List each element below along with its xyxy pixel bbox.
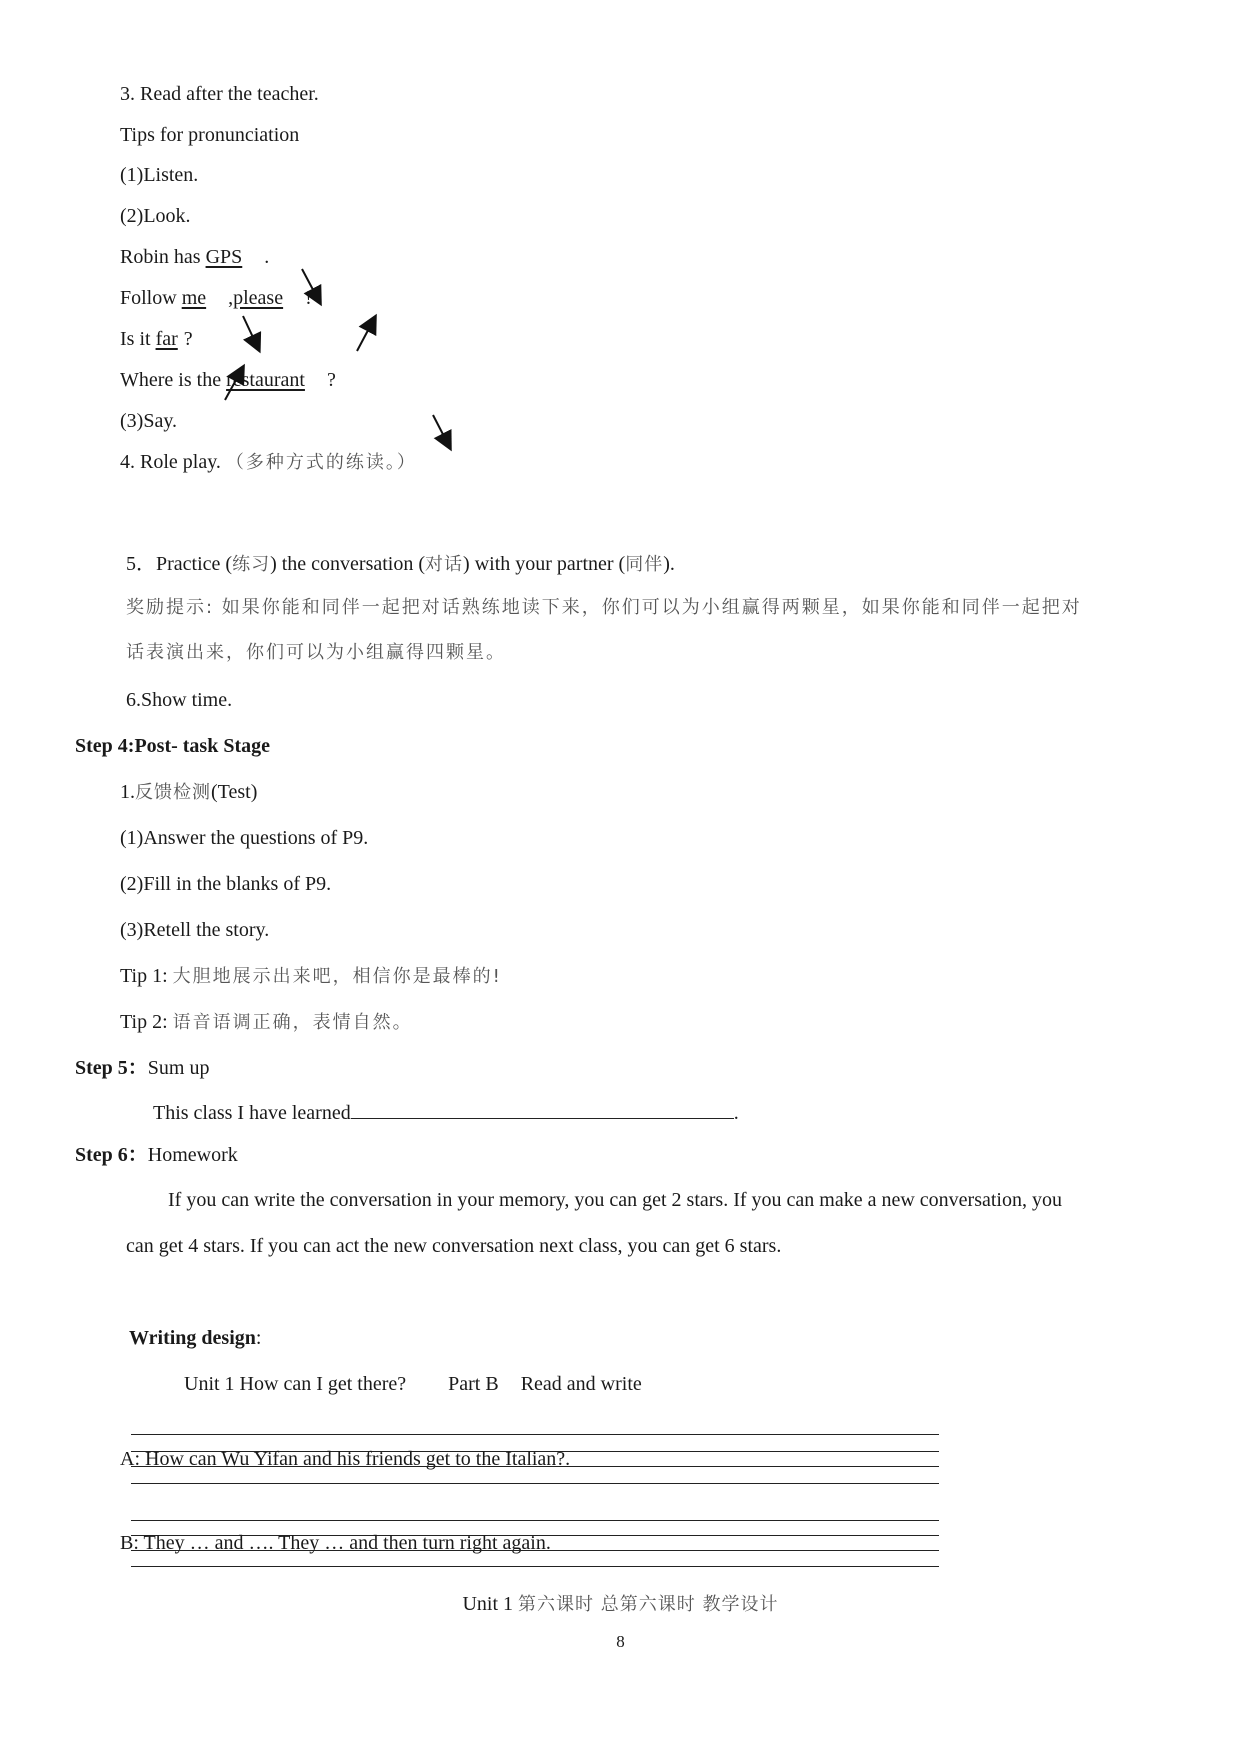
sentence-text: Follow (120, 287, 182, 309)
learned-end: . (733, 1102, 739, 1124)
footer-unit: Unit 1 (462, 1593, 519, 1615)
role-play (120, 450, 417, 475)
test-cn: 反馈检测 (135, 782, 211, 803)
practice-cn: 同伴 (625, 554, 664, 575)
reward-tip-line2: 话表演出来，你们可以为小组赢得四颗星。 (126, 642, 506, 663)
board-rule (131, 1520, 939, 1521)
section-label: Read and write (520, 1373, 642, 1395)
sentence-end: . (264, 246, 270, 268)
sentence-text: Robin has (120, 246, 206, 268)
unit-title: Unit 1 How can I get there? (184, 1373, 407, 1395)
heading-colon: : (255, 1327, 262, 1349)
practice-text: ) the conversation ( (270, 553, 426, 575)
rising-arrow-icon (357, 319, 374, 351)
footer-lesson: 第六课时 总第六课时 教学设计 (518, 1594, 779, 1615)
role-play-text: 4. Role play. (120, 451, 221, 473)
board-rule (131, 1434, 939, 1435)
sentence-end: ? (183, 328, 193, 350)
board-line-b: B: They … and …. They … and then turn right again. (120, 1532, 551, 1554)
page-footer (0, 1592, 1241, 1617)
board-title (184, 1372, 642, 1396)
board-rule (131, 1466, 939, 1467)
tip2 (120, 1010, 413, 1035)
say-step: (3)Say. (120, 410, 178, 432)
tip1 (120, 964, 502, 989)
intonation-arrows (0, 0, 1241, 480)
step5-heading (75, 1056, 209, 1080)
sentence-end: ! (305, 287, 312, 309)
step-label: Step 5 (75, 1057, 128, 1079)
step-text: Sum up (147, 1057, 210, 1079)
step6-heading (75, 1143, 238, 1167)
practice-cn: 对话 (425, 554, 464, 575)
look-step: (2)Look. (120, 205, 191, 227)
listen-step: (1)Listen. (120, 164, 199, 186)
stressed-word: restaurant (226, 369, 305, 391)
tips-heading: Tips for pronunciation (120, 124, 300, 146)
heading-text: Writing design (129, 1327, 256, 1349)
falling-arrow-icon (433, 415, 449, 446)
board-rule (131, 1566, 939, 1567)
homework-line1: If you can write the conversation in your memory, you can get 2 stars. If you can make a new conversation, you (168, 1189, 1062, 1211)
writing-design-heading (129, 1326, 261, 1350)
sentence-text: Where is the (120, 369, 227, 391)
stressed-word: GPS (205, 246, 243, 268)
board-line-a: A: How can Wu Yifan and his friends get to the Italian?. (120, 1448, 571, 1470)
tip-text: 大胆地展示出来吧，相信你是最棒的! (172, 966, 502, 987)
stressed-word: please (233, 287, 284, 309)
part-label: Part B (448, 1373, 499, 1395)
fill-task: (2)Fill in the blanks of P9. (120, 873, 332, 895)
test-line (120, 780, 257, 805)
learned-line (153, 1100, 739, 1125)
read-after-teacher: 3. Read after the teacher. (120, 83, 319, 105)
falling-arrow-icon (302, 269, 319, 301)
tip-label: Tip 1: (120, 965, 173, 987)
test-text: 1. (120, 781, 135, 803)
step-text: Homework (147, 1144, 238, 1166)
rising-arrow-icon (225, 369, 242, 400)
tip-label: Tip 2: (120, 1011, 173, 1033)
role-play-note: （多种方式的练读。） (225, 452, 417, 473)
stressed-word: far (155, 328, 178, 350)
tip-text: 语音语调正确，表情自然。 (172, 1012, 413, 1033)
reward-tip-line1: 奖励提示: 如果你能和同伴一起把对话熟练地读下来，你们可以为小组赢得两颗星，如果你能和同伴一起把对 (126, 597, 1082, 618)
homework-line2: can get 4 stars. If you can act the new conversation next class, you can get 6 stars. (126, 1235, 782, 1257)
step4-heading: Step 4:Post- task Stage (75, 735, 270, 757)
practice-line (126, 552, 675, 577)
step-label: Step 6 (75, 1144, 128, 1166)
page-number: 8 (616, 1632, 625, 1651)
comma: , (228, 287, 234, 309)
sentence-end: ? (326, 369, 336, 391)
practice-text: ). (663, 553, 675, 575)
show-time: 6.Show time. (126, 689, 233, 711)
test-text: (Test) (211, 781, 258, 803)
answer-task: (1)Answer the questions of P9. (120, 827, 369, 849)
falling-arrow-icon (243, 316, 258, 348)
practice-text: ) with your partner ( (463, 553, 626, 575)
practice-text: 5．Practice ( (126, 553, 233, 575)
retell-task: (3)Retell the story. (120, 919, 270, 941)
step-sep: ： (127, 1144, 148, 1166)
learned-text: This class I have learned (153, 1102, 351, 1124)
stressed-word: me (181, 287, 207, 309)
board-rule (131, 1483, 939, 1484)
step-sep: ： (127, 1057, 148, 1079)
board-rule (131, 1550, 939, 1551)
sentence-text: Is it (120, 328, 156, 350)
practice-cn: 练习 (232, 554, 271, 575)
